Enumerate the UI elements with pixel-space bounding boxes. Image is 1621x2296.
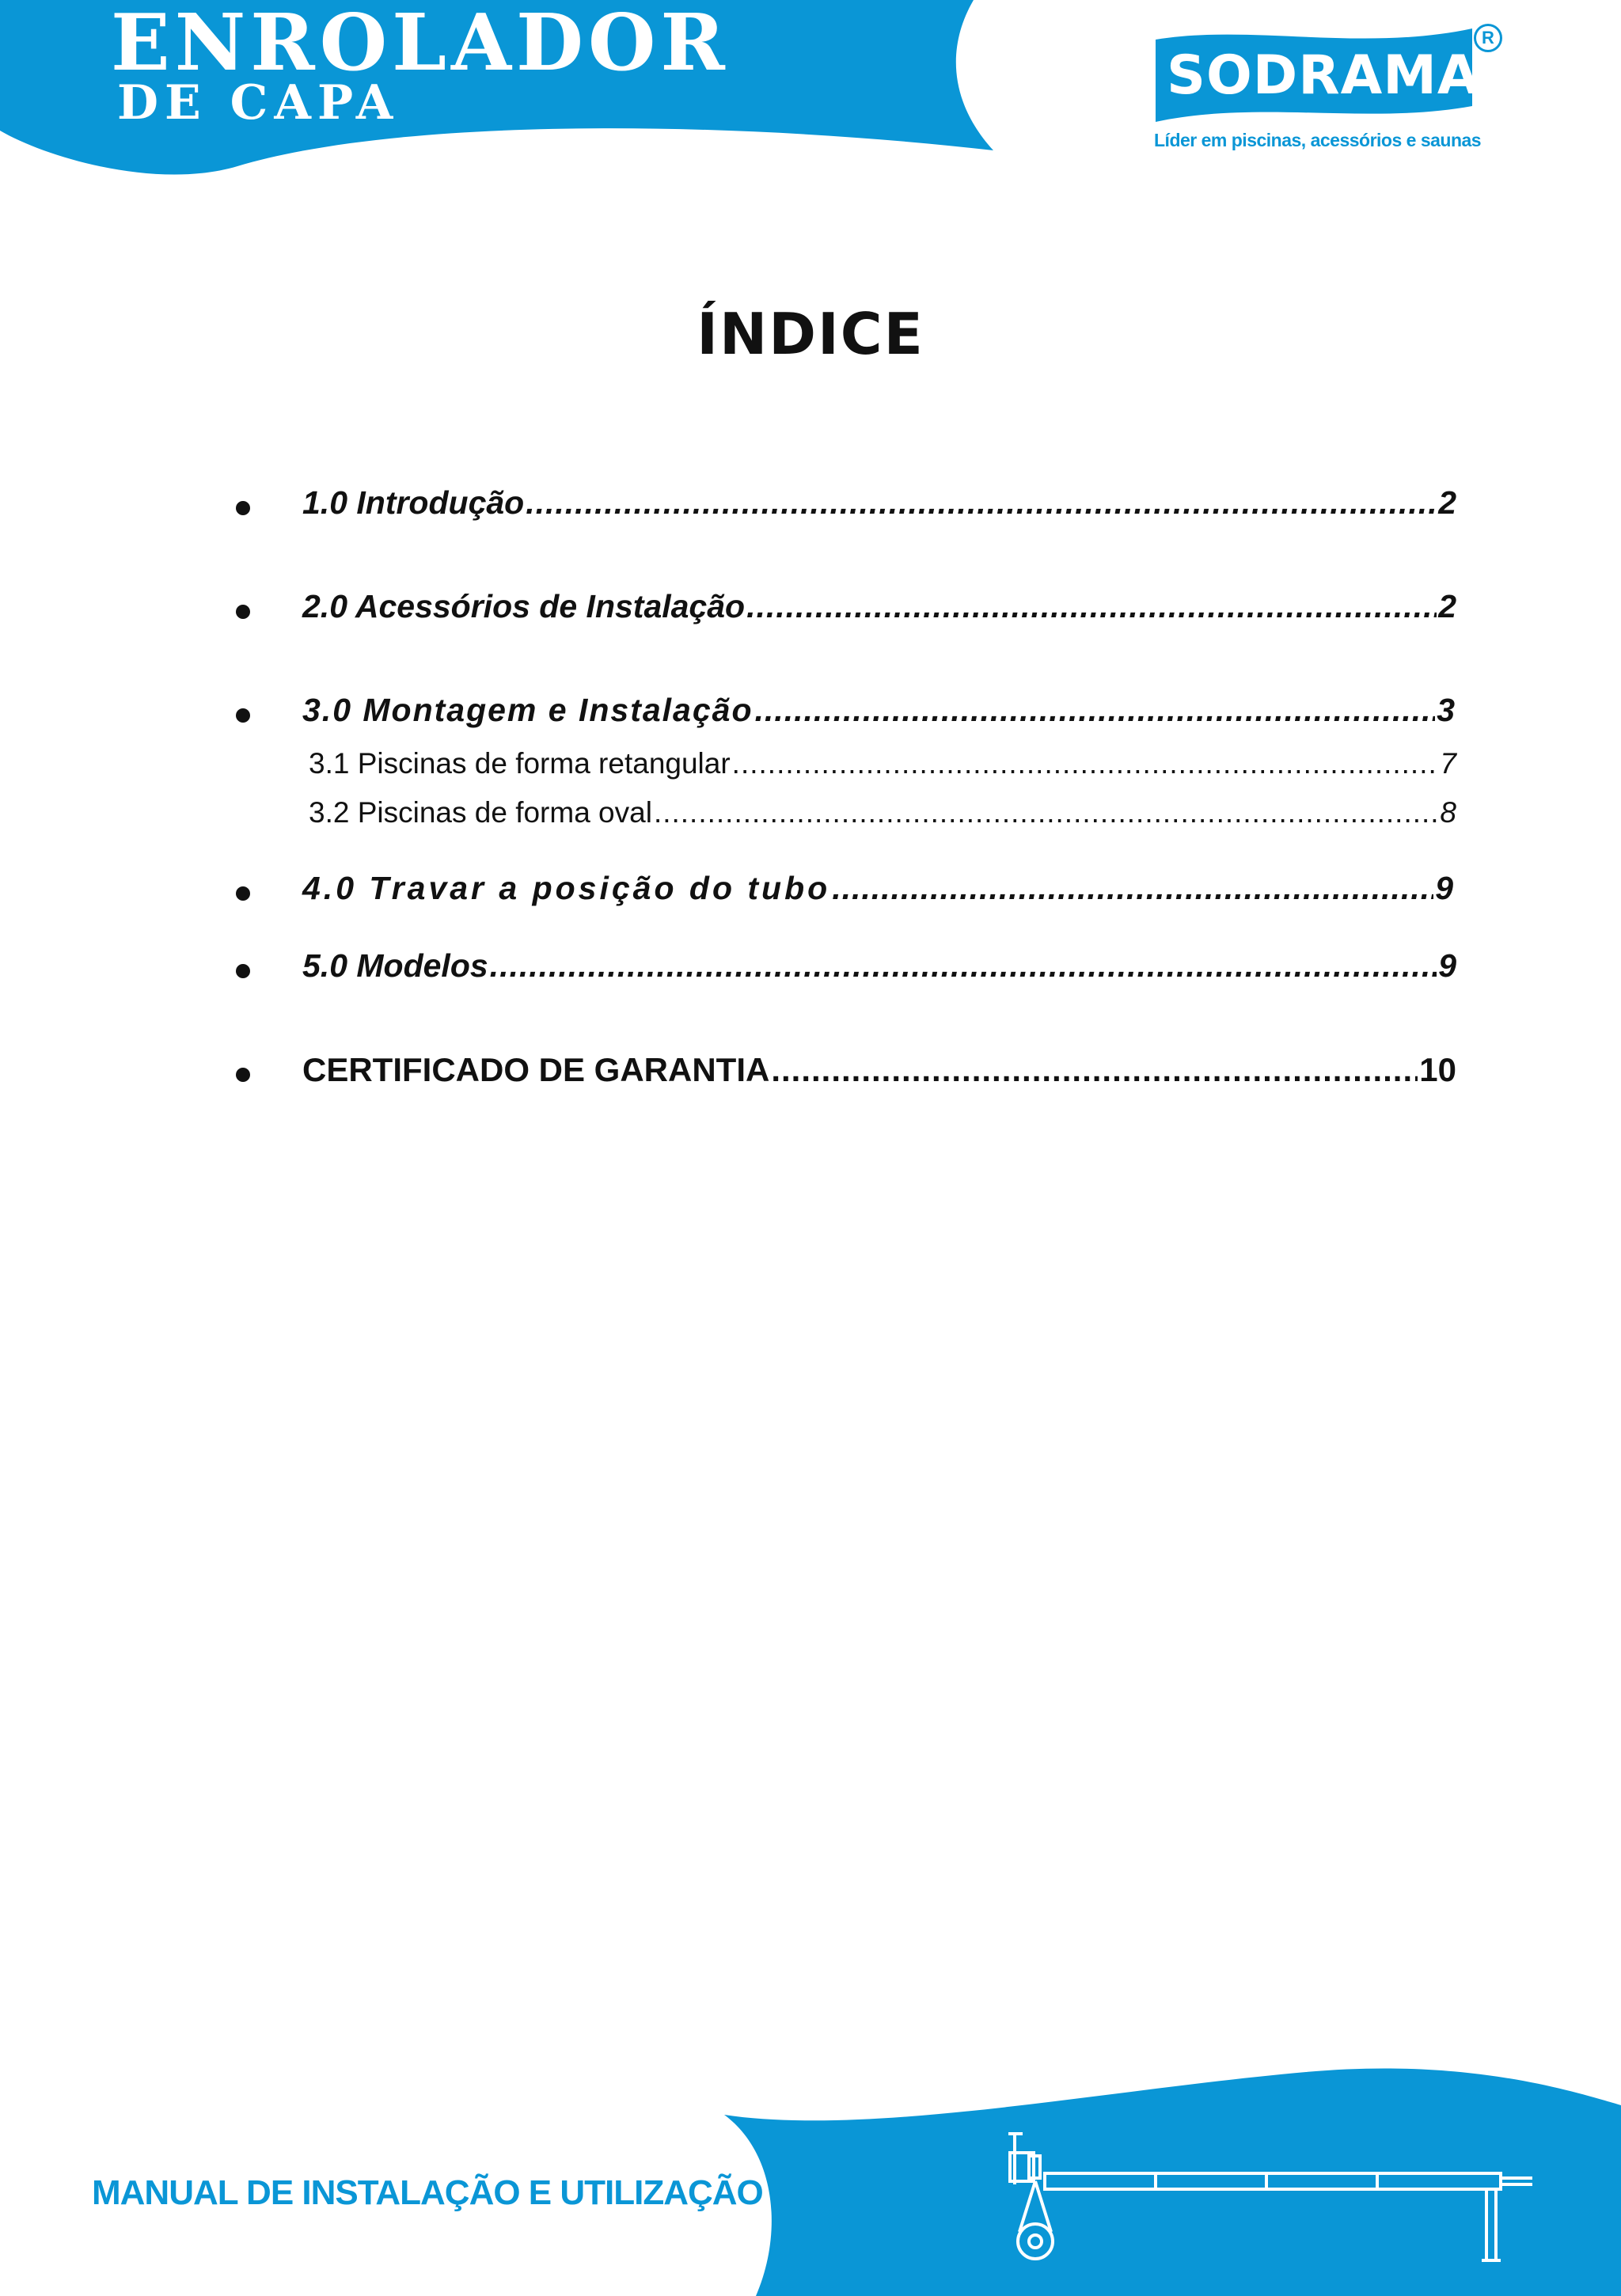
toc-entry[interactable]	[302, 947, 1456, 985]
toc-entry[interactable]	[302, 870, 1456, 907]
toc-entry-label: 3.1 Piscinas de forma retangular	[309, 747, 731, 780]
toc-leader-dots	[832, 870, 1433, 907]
toc-leader-dots	[490, 947, 1437, 985]
bullet-icon	[236, 964, 250, 978]
toc-entry-label: 5.0 Modelos	[302, 947, 488, 984]
brand-tagline: Líder em piscinas, acessórios e saunas	[1154, 130, 1482, 150]
toc-entry-page: 2	[1438, 588, 1456, 624]
bullet-icon	[236, 886, 250, 901]
document-title: ENROLADOR	[111, 0, 730, 89]
toc-entry[interactable]	[302, 1051, 1456, 1089]
bullet-icon	[236, 605, 250, 619]
document-subtitle: DE CAPA	[117, 75, 400, 131]
footer-manual-title: MANUAL DE INSTALAÇÃO E UTILIZAÇÃO	[92, 2173, 763, 2212]
toc-entry-page: 9	[1438, 947, 1456, 984]
cover-roller-illustration-icon	[997, 2105, 1551, 2271]
toc-leader-dots	[732, 747, 1439, 780]
toc-subentry[interactable]	[309, 747, 1456, 780]
toc-leader-dots	[654, 796, 1438, 829]
toc-leader-dots	[746, 588, 1437, 625]
toc-entry-label: 3.0 Montagem e Instalação	[302, 692, 754, 728]
bullet-icon	[236, 708, 250, 723]
toc-entry-page: 8	[1440, 796, 1456, 829]
toc-entry-label: CERTIFICADO DE GARANTIA	[302, 1051, 770, 1088]
toc-subentry[interactable]	[309, 796, 1456, 829]
toc-entry-page: 9	[1435, 870, 1456, 906]
toc-leader-dots	[771, 1051, 1418, 1089]
brand-logo-text: SODRAMAR	[1167, 44, 1522, 107]
toc-entry-page: 7	[1440, 747, 1456, 780]
toc-leader-dots	[755, 692, 1436, 729]
bullet-icon	[236, 501, 250, 515]
toc-entry[interactable]	[302, 588, 1456, 625]
toc-entry-label: 1.0 Introdução	[302, 484, 525, 521]
toc-entry[interactable]	[302, 484, 1456, 522]
toc-entry-label: 4.0 Travar a posição do tubo	[302, 870, 831, 906]
toc-leader-dots	[526, 484, 1437, 522]
toc-entry-page: 3	[1437, 692, 1456, 728]
toc-entry[interactable]	[302, 692, 1456, 729]
toc-entry-page: 10	[1419, 1051, 1456, 1088]
toc-entry-page: 2	[1438, 484, 1456, 521]
bullet-icon	[236, 1068, 250, 1082]
toc-entry-label: 2.0 Acessórios de Instalação	[302, 588, 746, 624]
toc-entry-label: 3.2 Piscinas de forma oval	[309, 796, 652, 829]
registered-mark-icon: R	[1474, 24, 1502, 52]
page-title: ÍNDICE	[697, 301, 924, 367]
